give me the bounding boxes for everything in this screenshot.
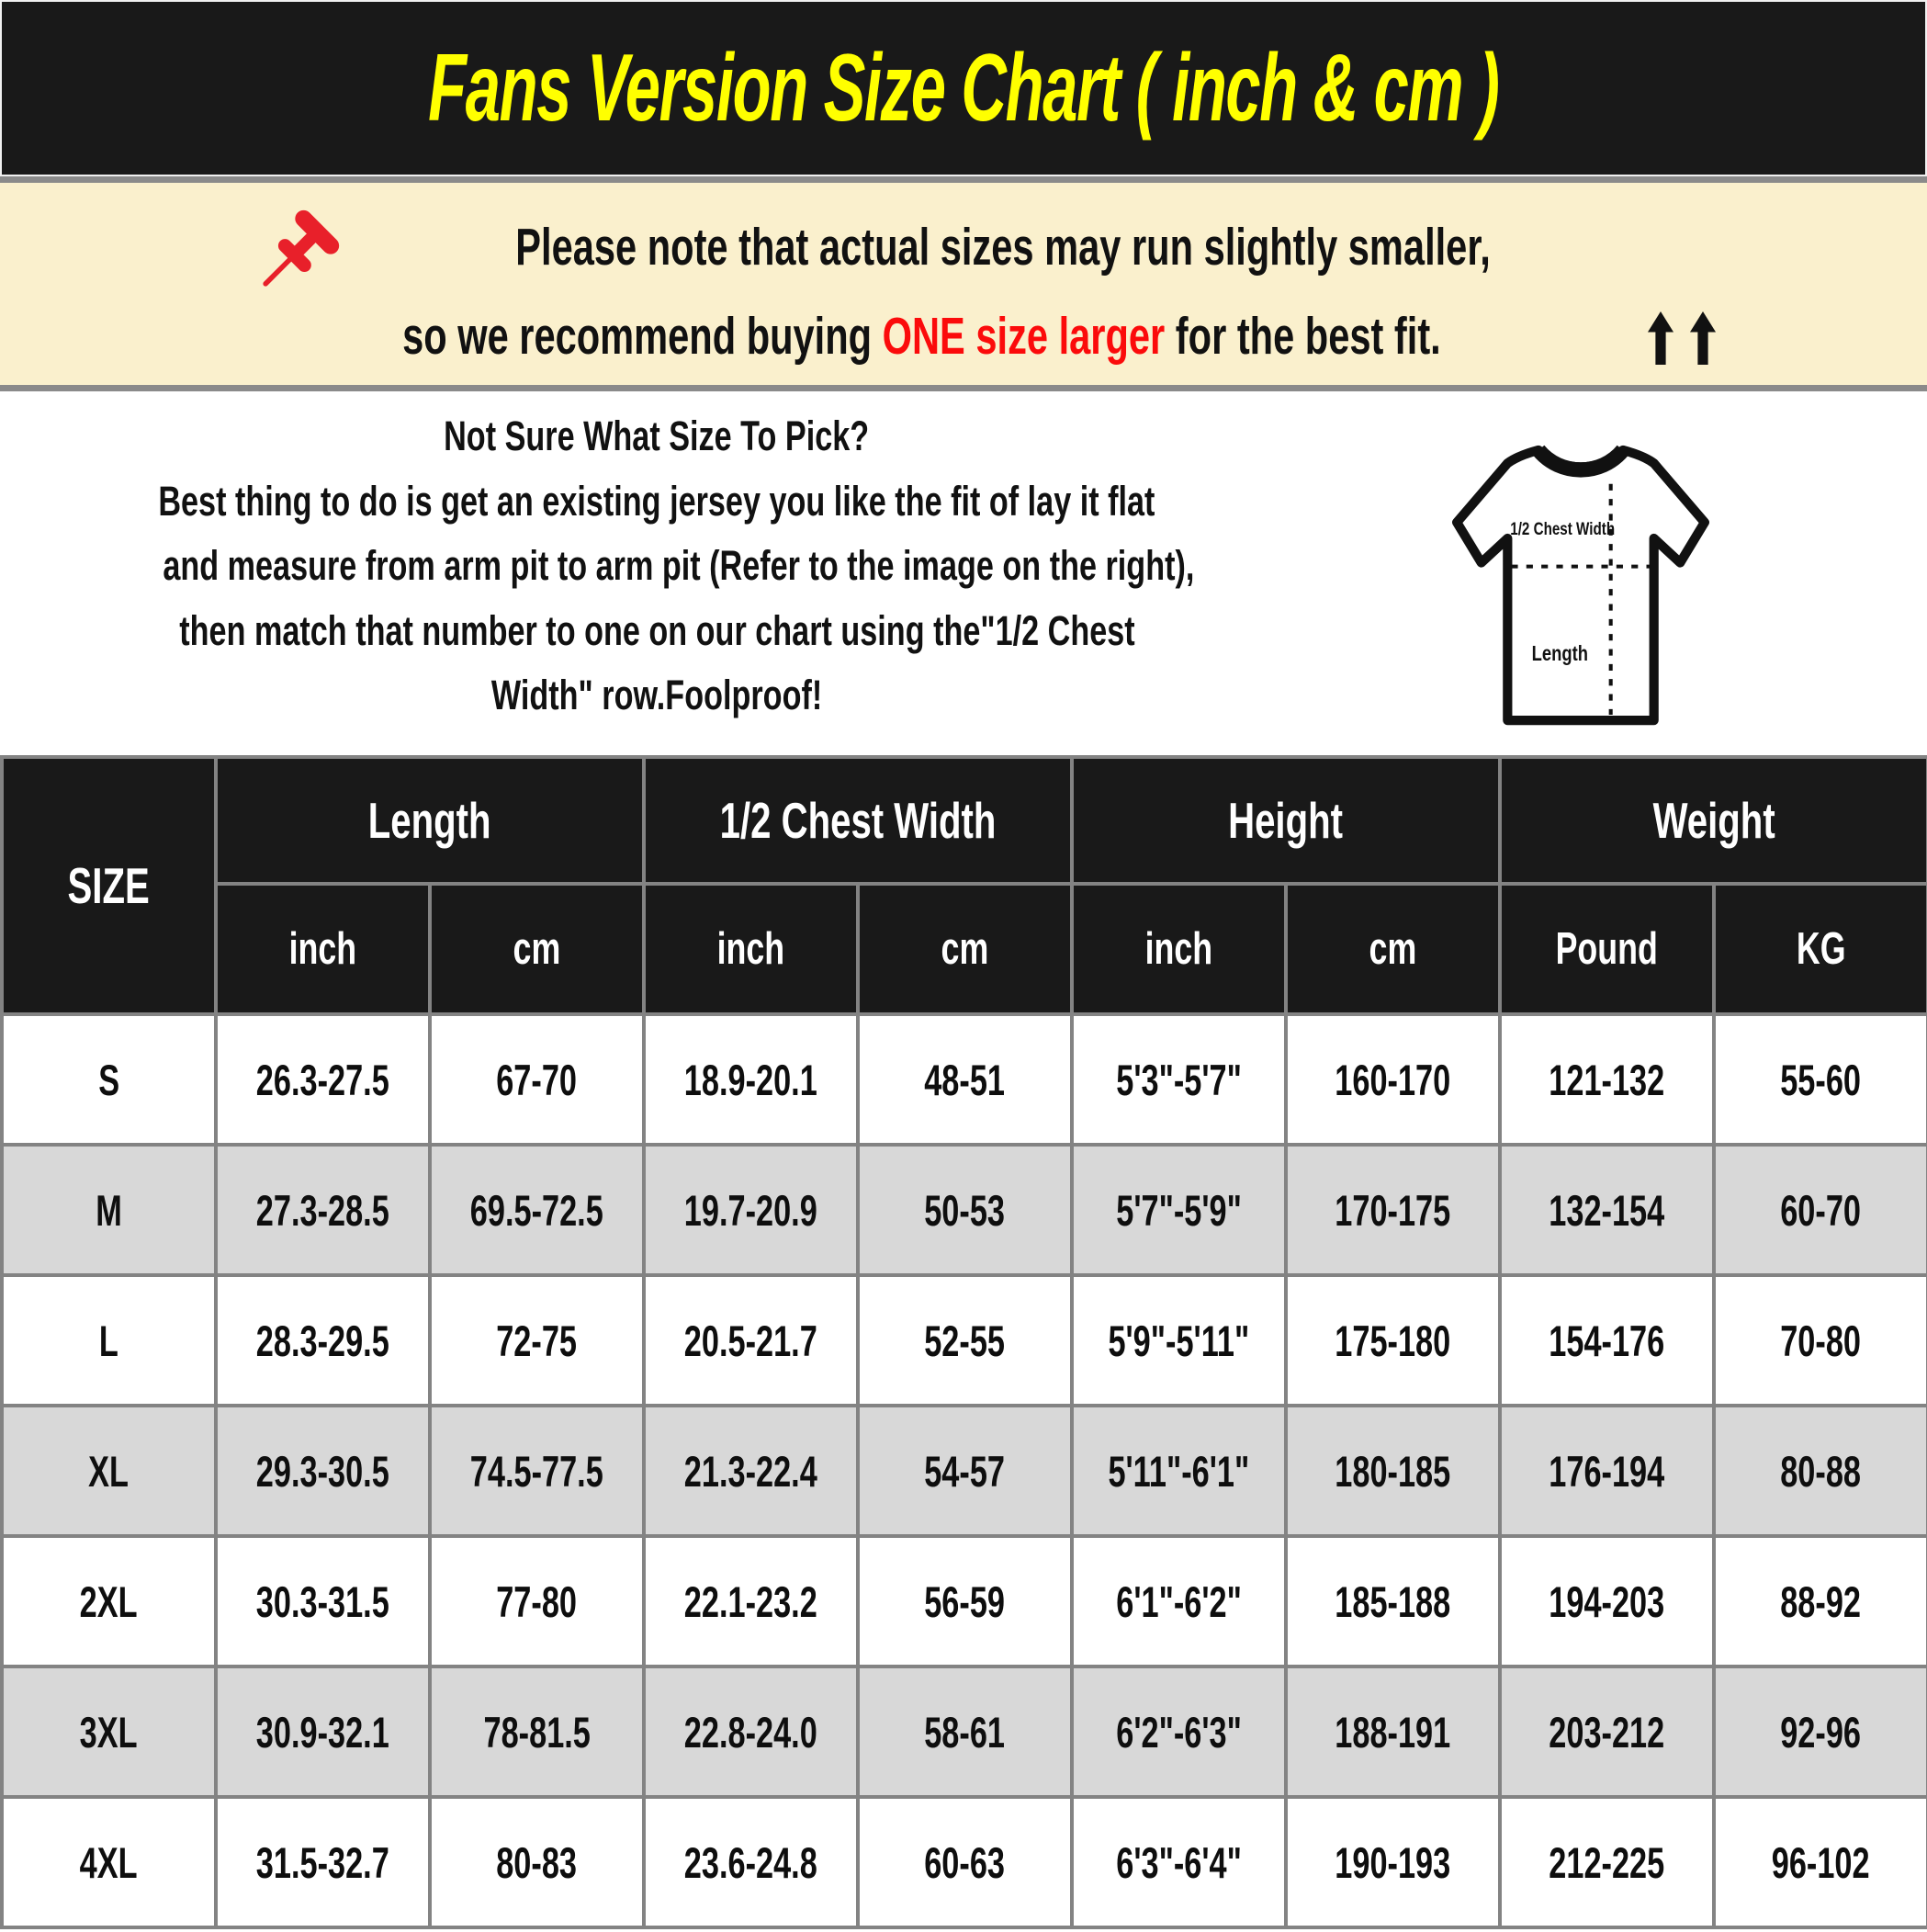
value-cell: 20.5-21.7 <box>644 1275 858 1406</box>
size-cell: S <box>2 1014 216 1145</box>
value-cell: 6'2"-6'3" <box>1072 1666 1286 1797</box>
value-cell: 96-102 <box>1714 1797 1927 1927</box>
value-cell: 6'1"-6'2" <box>1072 1536 1286 1666</box>
column-header-height: Height <box>1072 757 1500 884</box>
table-row <box>2 1275 1927 1406</box>
page-title: Fans Version Size Chart ( inch & cm ) <box>428 34 1499 141</box>
guide-line: and measure from arm pit to arm pit (Refer to the image on the right), <box>163 542 1195 589</box>
size-cell: XL <box>2 1406 216 1536</box>
guide-line: then match that number to one on our chart using the"1/2 Chest <box>178 606 1135 654</box>
guide-heading: Not Sure What Size To Pick? <box>444 412 870 459</box>
value-cell: 58-61 <box>858 1666 1072 1797</box>
column-header-weight: Weight <box>1500 757 1927 884</box>
value-cell: 19.7-20.9 <box>644 1145 858 1275</box>
value-cell: 176-194 <box>1500 1406 1714 1536</box>
value-cell: 74.5-77.5 <box>430 1406 644 1536</box>
title-band <box>0 0 1927 176</box>
value-cell: 160-170 <box>1286 1014 1500 1145</box>
size-cell: 4XL <box>2 1797 216 1927</box>
divider-top <box>0 176 1927 183</box>
value-cell: 30.3-31.5 <box>216 1536 430 1666</box>
shirt-diagram <box>1313 391 1927 755</box>
value-cell: 78-81.5 <box>430 1666 644 1797</box>
value-cell: 31.5-32.7 <box>216 1797 430 1927</box>
column-header-chest-width: 1/2 Chest Width <box>644 757 1072 884</box>
subheader-height-cm: cm <box>1286 884 1500 1014</box>
value-cell: 29.3-30.5 <box>216 1406 430 1536</box>
chest-width-label: 1/2 Chest Width <box>1510 520 1616 539</box>
value-cell: 67-70 <box>430 1014 644 1145</box>
guide-line: Width" row.Foolproof! <box>490 672 823 718</box>
value-cell: 77-80 <box>430 1536 644 1666</box>
table-row <box>2 1797 1927 1927</box>
notice-text-1: Please note that actual sizes may run slightly smaller, <box>515 217 1491 277</box>
value-cell: 5'9"-5'11" <box>1072 1275 1286 1406</box>
value-cell: 60-63 <box>858 1797 1072 1927</box>
notice-text-2-suffix: for the best fit. <box>1164 306 1441 366</box>
value-cell: 80-88 <box>1714 1406 1927 1536</box>
value-cell: 30.9-32.1 <box>216 1666 430 1797</box>
value-cell: 21.3-22.4 <box>644 1406 858 1536</box>
value-cell: 55-60 <box>1714 1014 1927 1145</box>
subheader-weight-kg: KG <box>1714 884 1927 1014</box>
value-cell: 28.3-29.5 <box>216 1275 430 1406</box>
value-cell: 132-154 <box>1500 1145 1714 1275</box>
value-cell: 48-51 <box>858 1014 1072 1145</box>
length-label: Length <box>1531 641 1588 665</box>
value-cell: 22.8-24.0 <box>644 1666 858 1797</box>
notice-line-2 <box>210 306 1718 366</box>
value-cell: 121-132 <box>1500 1014 1714 1145</box>
value-cell: 188-191 <box>1286 1666 1500 1797</box>
value-cell: 27.3-28.5 <box>216 1145 430 1275</box>
subheader-length-cm: cm <box>430 884 644 1014</box>
size-table-body <box>2 1014 1927 1927</box>
value-cell: 22.1-23.2 <box>644 1536 858 1666</box>
size-cell: L <box>2 1275 216 1406</box>
tshirt-icon <box>1449 432 1712 735</box>
column-header-length: Length <box>216 757 644 884</box>
highlight-one-size-larger: ONE size larger <box>882 306 1165 366</box>
table-group-header-row <box>2 757 1927 884</box>
value-cell: 80-83 <box>430 1797 644 1927</box>
value-cell: 23.6-24.8 <box>644 1797 858 1927</box>
divider-middle <box>0 385 1927 391</box>
table-row <box>2 1014 1927 1145</box>
value-cell: 69.5-72.5 <box>430 1145 644 1275</box>
value-cell: 175-180 <box>1286 1275 1500 1406</box>
up-arrow-icon <box>1689 311 1717 365</box>
table-row <box>2 1406 1927 1536</box>
table-sub-header-row <box>2 884 1927 1014</box>
table-row <box>2 1536 1927 1666</box>
value-cell: 180-185 <box>1286 1406 1500 1536</box>
notice-line-1 <box>256 205 1671 289</box>
value-cell: 154-176 <box>1500 1275 1714 1406</box>
value-cell: 72-75 <box>430 1275 644 1406</box>
value-cell: 185-188 <box>1286 1536 1500 1666</box>
value-cell: 212-225 <box>1500 1797 1714 1927</box>
table-row <box>2 1666 1927 1797</box>
value-cell: 70-80 <box>1714 1275 1927 1406</box>
value-cell: 50-53 <box>858 1145 1072 1275</box>
value-cell: 54-57 <box>858 1406 1072 1536</box>
value-cell: 88-92 <box>1714 1536 1927 1666</box>
value-cell: 5'11"-6'1" <box>1072 1406 1286 1536</box>
pushpin-icon <box>256 209 341 293</box>
value-cell: 170-175 <box>1286 1145 1500 1275</box>
value-cell: 5'3"-5'7" <box>1072 1014 1286 1145</box>
size-table-header <box>2 757 1927 1014</box>
value-cell: 56-59 <box>858 1536 1072 1666</box>
subheader-weight-pound: Pound <box>1500 884 1714 1014</box>
value-cell: 52-55 <box>858 1275 1072 1406</box>
size-cell: 3XL <box>2 1666 216 1797</box>
subheader-chest-cm: cm <box>858 884 1072 1014</box>
value-cell: 5'7"-5'9" <box>1072 1145 1286 1275</box>
notice-banner <box>0 183 1927 385</box>
value-cell: 26.3-27.5 <box>216 1014 430 1145</box>
size-cell: 2XL <box>2 1536 216 1666</box>
value-cell: 6'3"-6'4" <box>1072 1797 1286 1927</box>
notice-text-2-prefix: so we recommend buying <box>401 306 883 366</box>
value-cell: 203-212 <box>1500 1666 1714 1797</box>
subheader-length-inch: inch <box>216 884 430 1014</box>
notice-text-2 <box>401 306 1441 366</box>
up-arrow-icon <box>1647 311 1674 365</box>
size-table <box>0 755 1927 1929</box>
guide-line: Best thing to do is get an existing jersey you like the fit of lay it flat <box>158 477 1155 525</box>
table-row <box>2 1145 1927 1275</box>
column-header-size: SIZE <box>2 757 216 1014</box>
size-guide-section <box>0 391 1927 755</box>
value-cell: 194-203 <box>1500 1536 1714 1666</box>
guide-text-block <box>0 391 1313 755</box>
value-cell: 60-70 <box>1714 1145 1927 1275</box>
value-cell: 190-193 <box>1286 1797 1500 1927</box>
subheader-chest-inch: inch <box>644 884 858 1014</box>
size-cell: M <box>2 1145 216 1275</box>
value-cell: 18.9-20.1 <box>644 1014 858 1145</box>
value-cell: 92-96 <box>1714 1666 1927 1797</box>
subheader-height-inch: inch <box>1072 884 1286 1014</box>
